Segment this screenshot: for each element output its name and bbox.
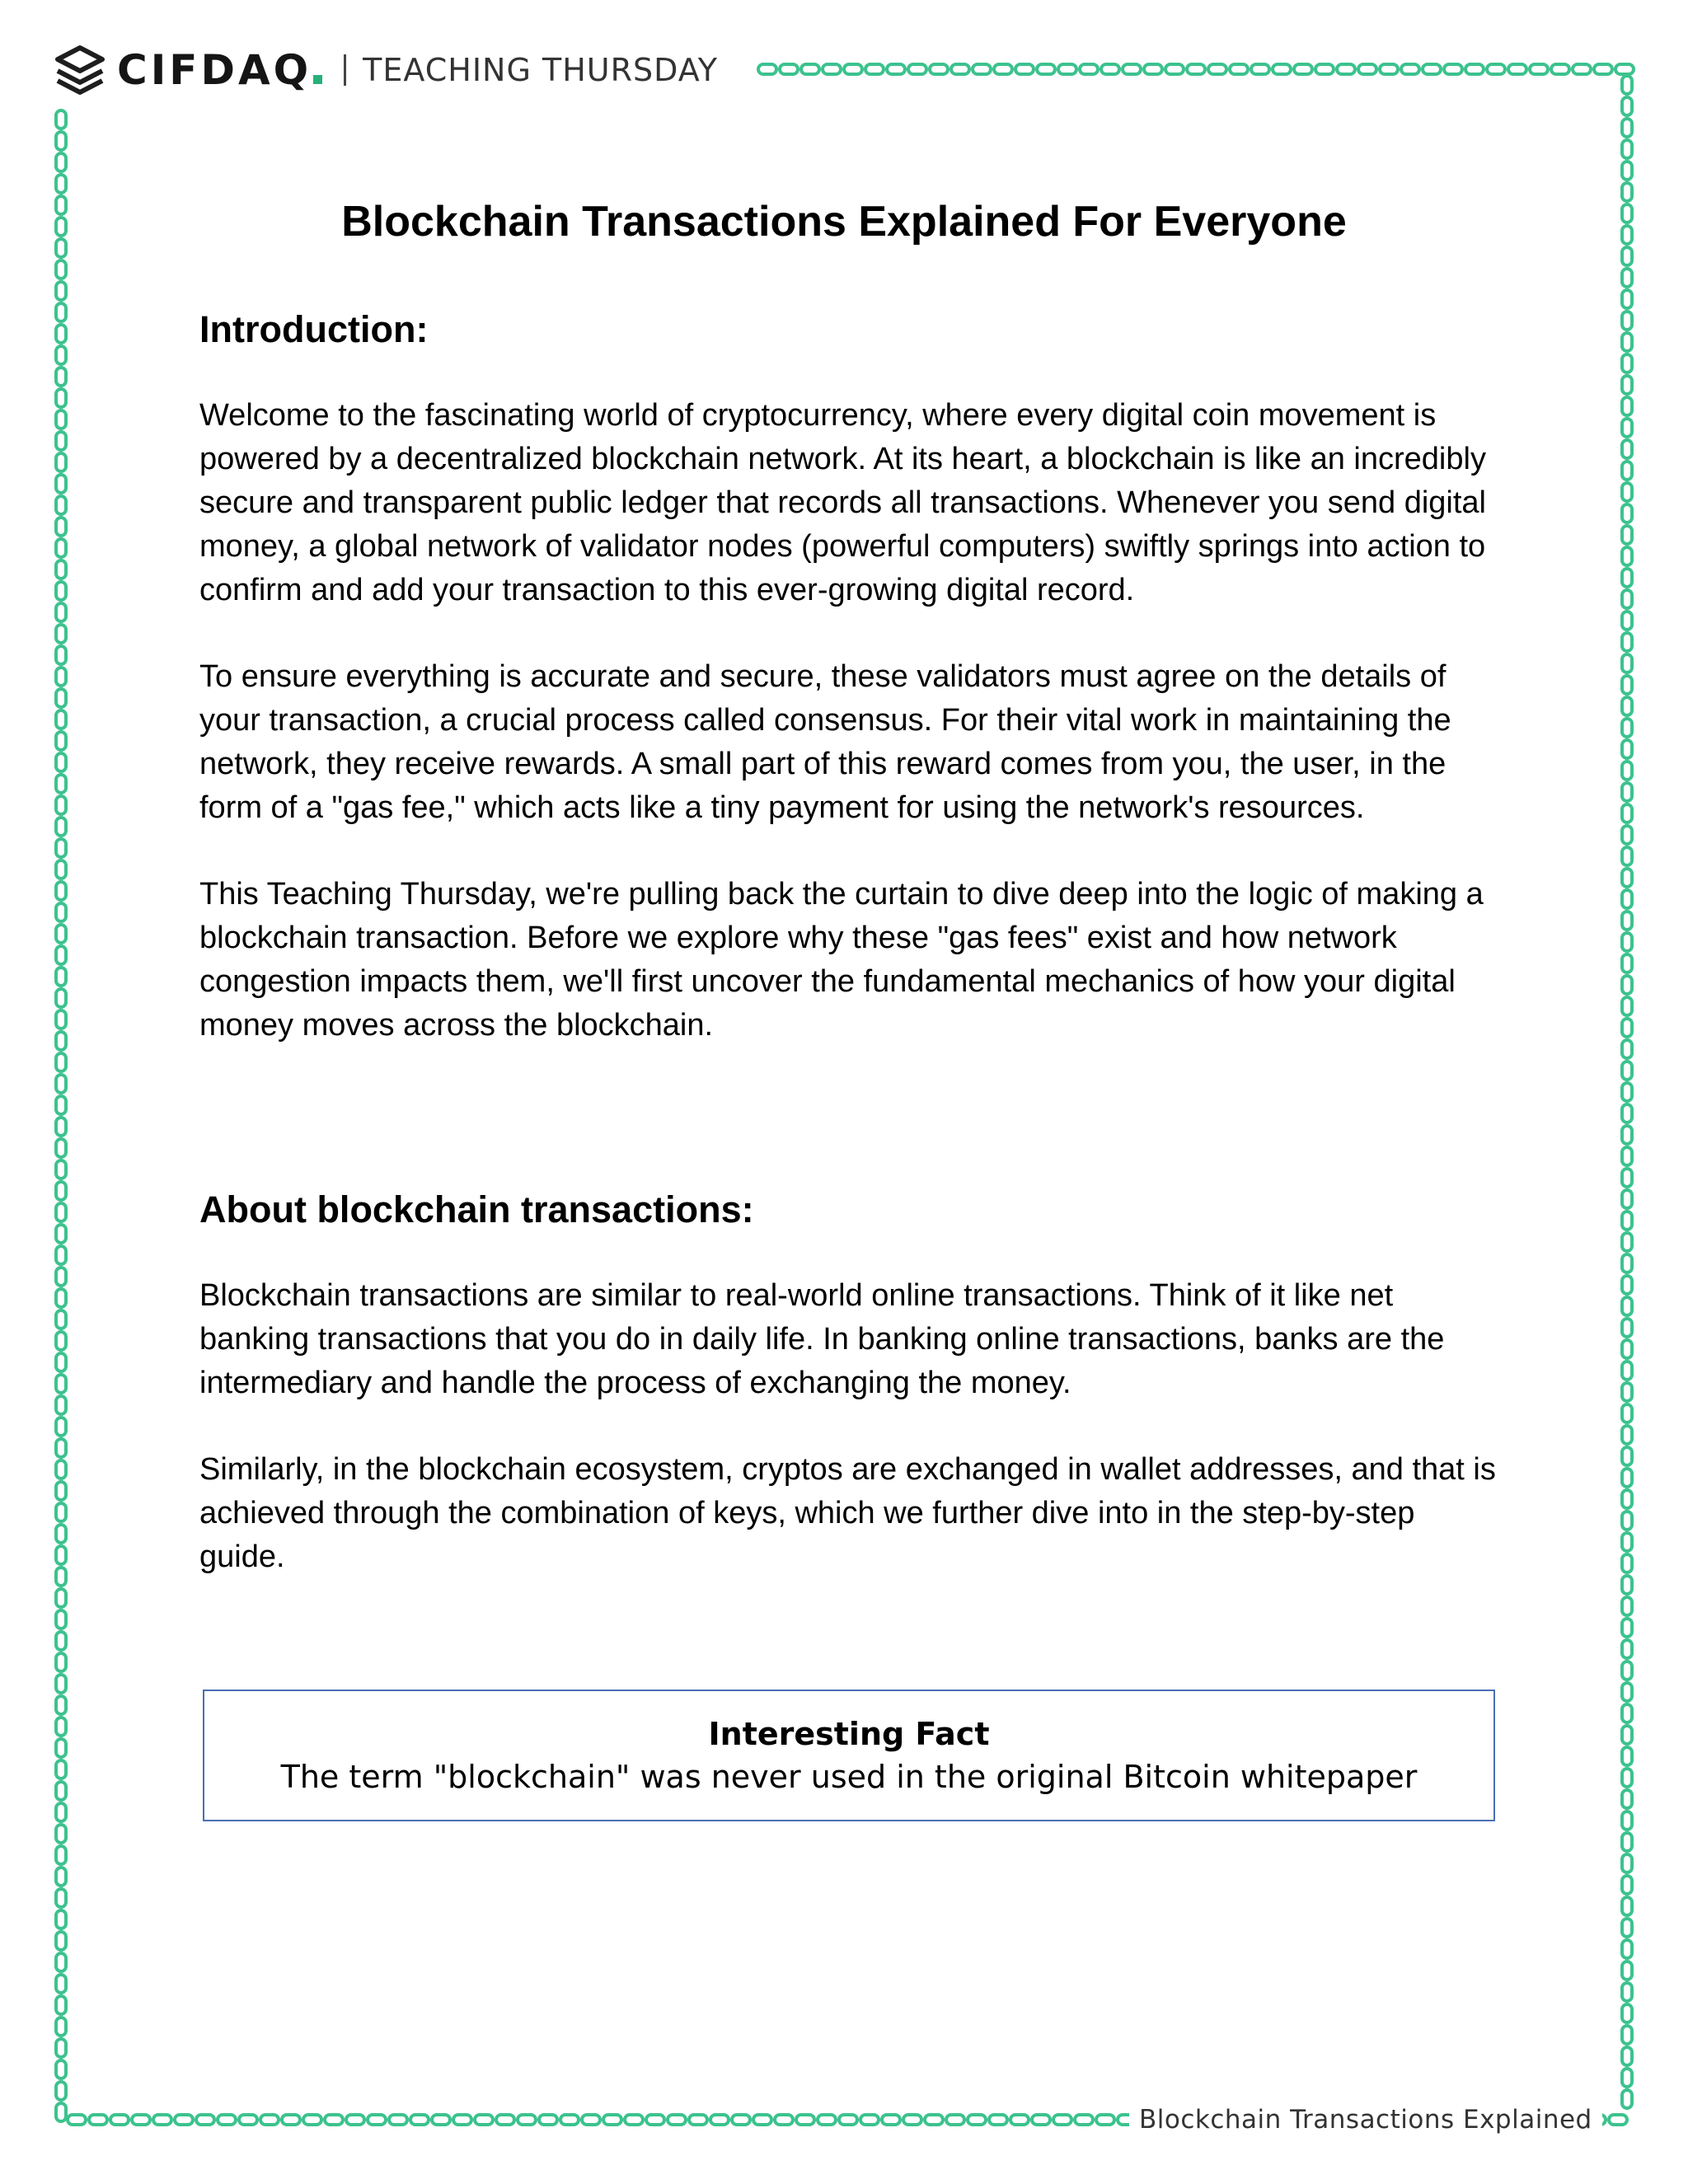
section-heading: About blockchain transactions:	[199, 1188, 754, 1230]
paragraph: Blockchain transactions are similar to real-world online transactions. Think of it like net banking transactions that you do in daily life. In banking online transactions, banks are the intermediary and handle the process of exchanging the money.	[199, 1277, 1445, 1400]
paragraph: This Teaching Thursday, we're pulling back the curtain to dive deep into the logic of making a blockchain transaction. Before we explore why these "gas fees" exist and how network congestion impacts them, we'll first uncover the fundamental mechanics of how your digital money moves across the blockchain.	[199, 876, 1484, 1043]
header-tagline: TEACHING THURSDAY	[363, 52, 718, 88]
interesting-fact-box	[203, 1690, 1495, 1821]
document-title: Blockchain Transactions Explained For Everyone	[341, 198, 1347, 246]
paragraph: To ensure everything is accurate and secure, these validators must agree on the details of your transaction, a crucial process called consensus. For their vital work in maintaining the network, they receive rewards. A small part of this reward comes from you, the user, in the form of a "gas fee," which acts like a tiny payment for using the network's resources.	[199, 658, 1451, 825]
fact-text: The term "blockchain" was never used in the original Bitcoin whitepaper	[280, 1758, 1418, 1795]
paragraph: Welcome to the fascinating world of cryptocurrency, where every digital coin movement is powered by a decentralized blockchain network. At its heart, a blockchain is like an incredibly secure and transparent public ledger that records all transactions. Whenever you send digital money, a global network of validator nodes (powerful computers) swiftly springs into action to confirm and add your transaction to this ever-growing digital record.	[199, 397, 1486, 607]
brand-dot	[313, 75, 322, 84]
page-footer	[1129, 2100, 1602, 2139]
brand-name: CIFDAQ	[117, 49, 322, 91]
page-header	[51, 43, 729, 97]
paragraph: Similarly, in the blockchain ecosystem, cryptos are exchanged in wallet addresses, and that is achieved through the combination of keys, which we further dive into in the step-by-step guide.	[199, 1451, 1496, 1574]
section-introduction	[199, 308, 1502, 1090]
cifdaq-logo-icon	[51, 43, 109, 97]
fact-title: Interesting Fact	[708, 1716, 990, 1752]
section-about-transactions	[199, 1188, 1502, 1622]
section-heading: Introduction:	[199, 308, 429, 350]
footer-text: Blockchain Transactions Explained	[1139, 2104, 1592, 2135]
header-separator	[344, 54, 346, 86]
